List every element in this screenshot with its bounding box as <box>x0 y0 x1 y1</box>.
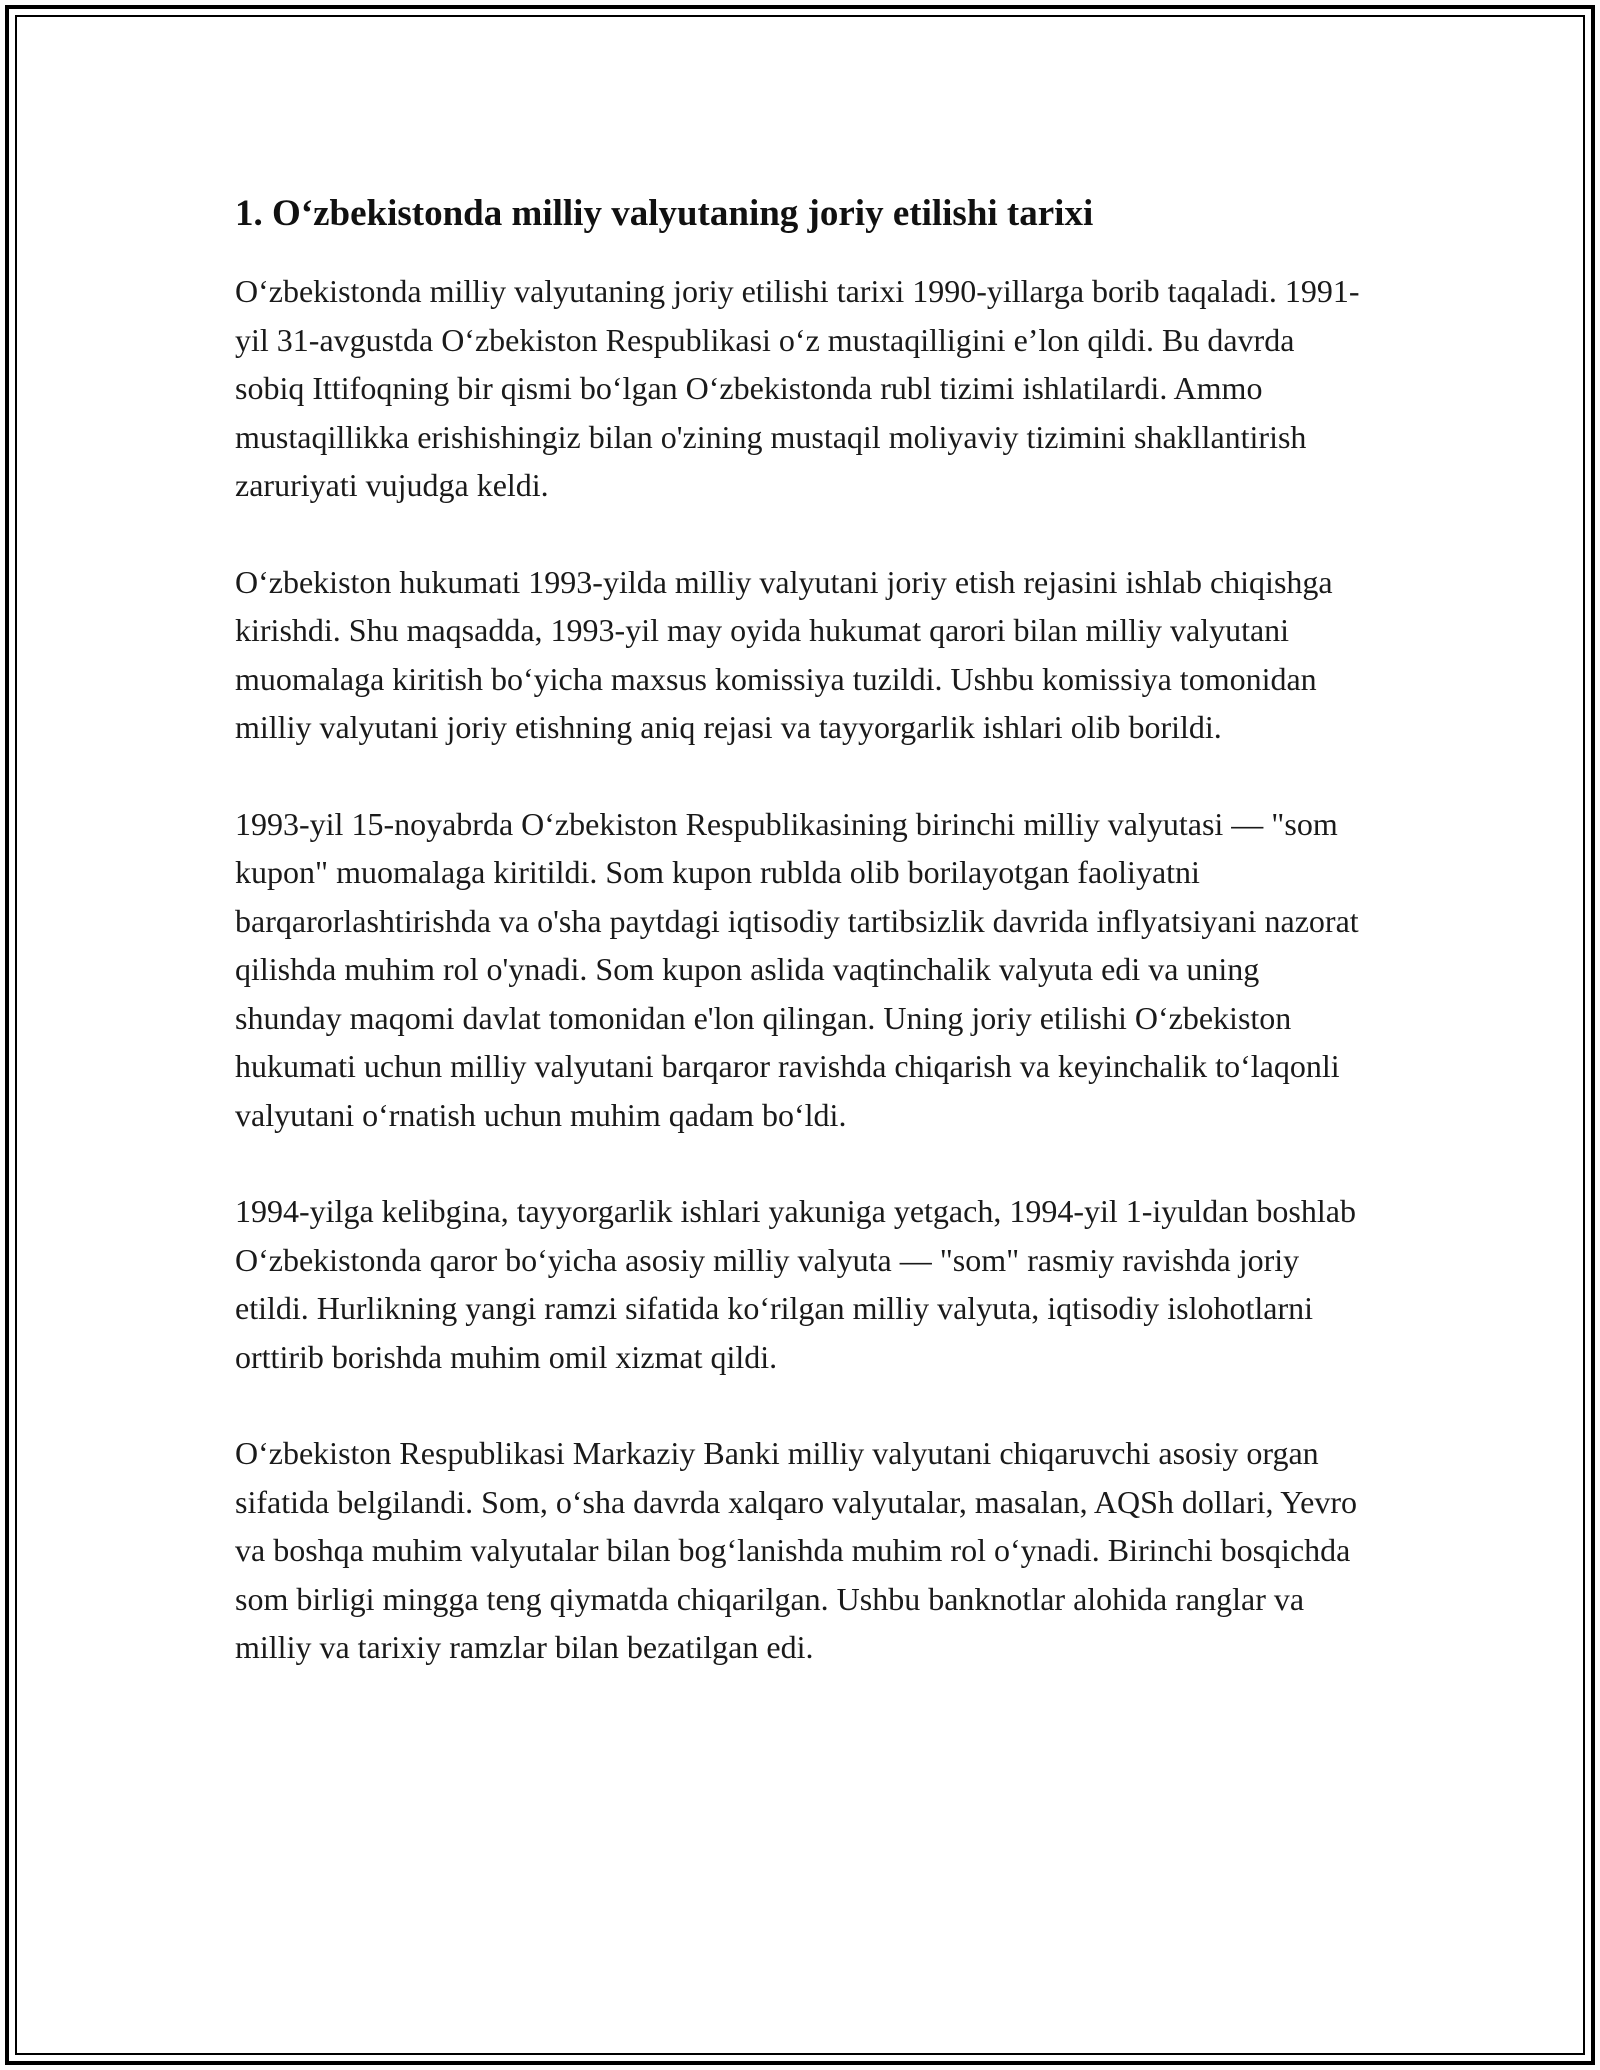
section-heading: 1. O‘zbekistonda milliy valyutaning joriy etilishi tarixi <box>235 193 1094 234</box>
paragraph: 1994-yilga kelibgina, tayyorgarlik ishlari yakuniga yetgach, 1994-yil 1-iyuldan boshlab O‘zbekistonda qaror bo‘yicha asosiy milliy valyuta — "som" rasmiy ravishda joriy etildi. Hurlikning yangi ramzi sifatida ko‘rilgan milliy valyuta, iqtisodiy islohotlarni orttirib borishda muhim omil xizmat qildi. <box>235 1193 1356 1375</box>
paragraph: O‘zbekiston Respublikasi Markaziy Banki milliy valyutani chiqaruvchi asosiy organ sifatida belgilandi. Som, o‘sha davrda xalqaro valyutalar, masalan, AQSh dollari, Yevro va boshqa muhim valyutalar bilan bog‘lanishda muhim rol o‘ynadi. Birinchi bosqichda som birligi mingga teng qiymatda chiqarilgan. Ushbu banknotlar alohida ranglar va milliy va tarixiy ramzlar bilan bezatilgan edi. <box>235 1435 1358 1665</box>
paragraph: 1993-yil 15-noyabrda O‘zbekiston Respublikasining birinchi milliy valyutasi — "som kupon" muomalaga kiritildi. Som kupon rublda olib borilayotgan faoliyatni barqarorlashtirishda va o'sha paytdagi iqtisodiy tartibsizlik davrida inflyatsiyani nazorat qilishda muhim rol o'ynadi. Som kupon aslida vaqtinchalik valyuta edi va uning shunday maqomi davlat tomonidan e'lon qilingan. Uning joriy etilishi O‘zbekiston hukumati uchun milliy valyutani barqaror ravishda chiqarish va keyinchalik to‘laqonli valyutani o‘rnatish uchun muhim qadam bo‘ldi. <box>235 805 1359 1133</box>
paragraph: O‘zbekistonda milliy valyutaning joriy etilishi tarixi 1990-yillarga borib taqaladi. 1991-yil 31-avgustda O‘zbekiston Respublikasi o‘z mustaqilligini e’lon qildi. Bu davrda sobiq Ittifoqning bir qismi bo‘lgan O‘zbekistonda rubl tizimi ishlatilardi. Ammo mustaqillikka erishishingiz bilan o'zining mustaqil moliyaviy tizimini shakllantirish zaruriyati vujudga keldi. <box>235 273 1360 503</box>
paragraph: O‘zbekiston hukumati 1993-yilda milliy valyutani joriy etish rejasini ishlab chiqishga kirishdi. Shu maqsadda, 1993-yil may oyida hukumat qarori bilan milliy valyutani muomalaga kiritish bo‘yicha maxsus komissiya tuzildi. Ushbu komissiya tomonidan milliy valyutani joriy etishning aniq rejasi va tayyorgarlik ishlari olib borildi. <box>235 563 1333 745</box>
document-body <box>235 186 1370 1720</box>
